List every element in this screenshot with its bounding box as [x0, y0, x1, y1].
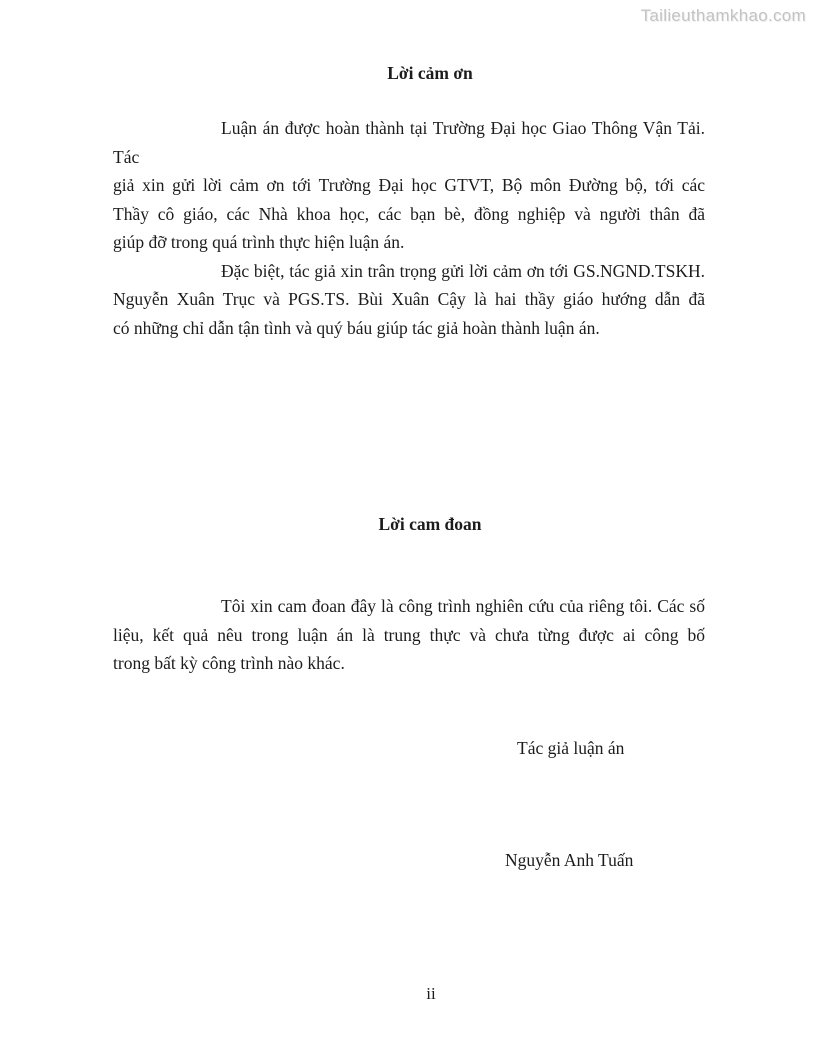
- paragraph-line: giúp đỡ trong quá trình thực hiện luận án.: [113, 232, 405, 252]
- declaration-title: Lời cam đoan: [378, 514, 482, 534]
- paragraph-line: Luận án được hoàn thành tại Trường Đại học Giao Thông Vận Tải. Tác: [113, 118, 705, 167]
- paragraph-line: Đặc biệt, tác giả xin trân trọng gửi lời cảm ơn tới GS.NGND.TSKH.: [221, 260, 705, 281]
- paragraph-line: trong bất kỳ công trình nào khác.: [113, 653, 345, 673]
- paragraph-line: giả xin gửi lời cảm ơn tới Trường Đại học GTVT, Bộ môn Đường bộ, tới các: [113, 175, 705, 195]
- signature-role: Tác giả luận án: [517, 738, 625, 758]
- acknowledgment-title: Lời cảm ơn: [387, 63, 473, 83]
- signature-name: Nguyễn Anh Tuấn: [505, 850, 634, 870]
- page-number: ii: [426, 984, 436, 1003]
- paragraph-line: Thầy cô giáo, các Nhà khoa học, các bạn bè, đồng nghiệp và người thân đã: [113, 203, 705, 224]
- paragraph-line: Nguyễn Xuân Trục và PGS.TS. Bùi Xuân Cậy là hai thầy giáo hướng dẫn đã: [113, 289, 705, 309]
- paragraph-line: có những chỉ dẫn tận tình và quý báu giúp tác giả hoàn thành luận án.: [113, 317, 600, 338]
- paragraph-line: liệu, kết quả nêu trong luận án là trung thực và chưa từng được ai công bố: [113, 624, 705, 645]
- acknowledgment-body: [113, 114, 705, 342]
- declaration-body: [113, 592, 705, 678]
- paragraph-line: Tôi xin cam đoan đây là công trình nghiên cứu của riêng tôi. Các số: [221, 596, 705, 616]
- watermark-text: Tailieuthamkhao.com: [640, 6, 806, 25]
